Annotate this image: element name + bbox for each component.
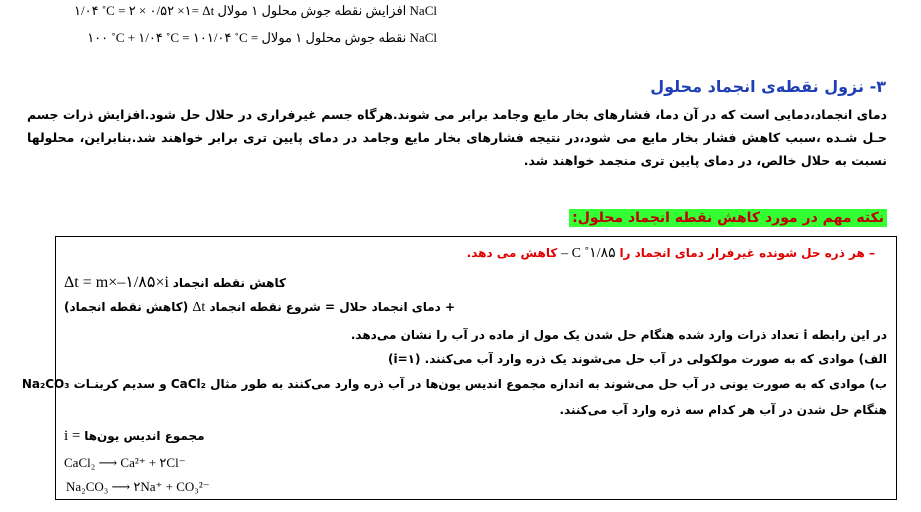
case-b-line2: هنگام حل شدن در آب هر کدام سه ذره وارد آب می‌کنند.	[559, 403, 887, 417]
reaction-cacl2: CaCl₂ ⟶ Ca²⁺ + ۲Cl⁻	[64, 455, 186, 470]
formula-2	[64, 300, 455, 316]
section-title: ۳- نزول نقطه‌ی انجماد محلول	[650, 77, 886, 96]
reaction-na2co3: Na₂CO₃ ⟶ ۲Na⁺ + CO₃²⁻	[66, 479, 210, 494]
freezing-rule	[467, 245, 875, 262]
rule-value: C ˚۱/۸۵ –	[561, 246, 616, 261]
formula-2-dt: Δt	[192, 300, 206, 315]
formula-1-label: کاهش نقطه انجماد	[172, 276, 286, 290]
i-label: مجموع اندیس یون‌ها	[84, 429, 205, 443]
i-definition: در این رابطه i تعداد ذرات وارد شده هنگام حل شدن یک مول از ماده در آب را نشان می‌دهد.	[350, 328, 887, 342]
boiling-point-equation: ۱۰۰ ˚C + ۱/۰۴ ˚C = ۱۰۱/۰۴ ˚C = نقطه جوش محلول ۱ مولال NaCl	[87, 30, 437, 45]
formula-1	[64, 272, 286, 292]
formula-2-left: (کاهش نقطه انجماد)	[64, 300, 189, 314]
case-a: الف) موادی که به صورت مولکولی در آب حل می‌شوند یک ذره وارد آب می‌کنند. (i=۱)	[387, 352, 887, 366]
rule-text: – هر ذره حل شونده غیرفرار دمای انجماد را	[619, 246, 875, 260]
rule-end: کاهش می دهد.	[466, 246, 558, 260]
formula-2-right: + دمای انجماد حلال = شروع نقطه انجماد	[209, 300, 456, 314]
case-b-line1: ب) موادی که به صورت یونی در آب حل می‌شوند به اندازه مجموع اندیس یون‌ها در آب ذره وارد می‌کنند به طور مثال CaCl₂ و سدیم کربنـات Na₂CO₃	[21, 377, 887, 391]
section-paragraph: دمای انجماد،دمایی است که در آن دما، فشارهای بخار مایع وجامد برابر می شوند.هرگاه جسم غیرفراری در حلال حل شود.افزایش ذرات جسم حـل شـده ،سبب کاهش فشار بخار مایع می شود،در نتیجه فشارهای بخار مایع وجامد در دمای پایین تری برابر خواهند شد.بنابراین، محلولها نسبت به حلال خالص، در دمای پایین تری منجمد خواهند شد.	[27, 107, 887, 168]
i-symbol: i =	[64, 428, 81, 444]
i-equation	[64, 428, 205, 445]
boiling-rise-equation: ۱/۰۴ ˚C = ۲ × ۰/۵۲ ×۱= Δt افزایش نقطه جوش محلول ۱ مولال NaCl	[74, 3, 437, 18]
note-title: نکته مهم در مورد کاهش نقطه انجماد محلول:	[569, 209, 887, 227]
formula-1-eq: Δt = m×–۱/۸۵×i	[64, 274, 169, 291]
